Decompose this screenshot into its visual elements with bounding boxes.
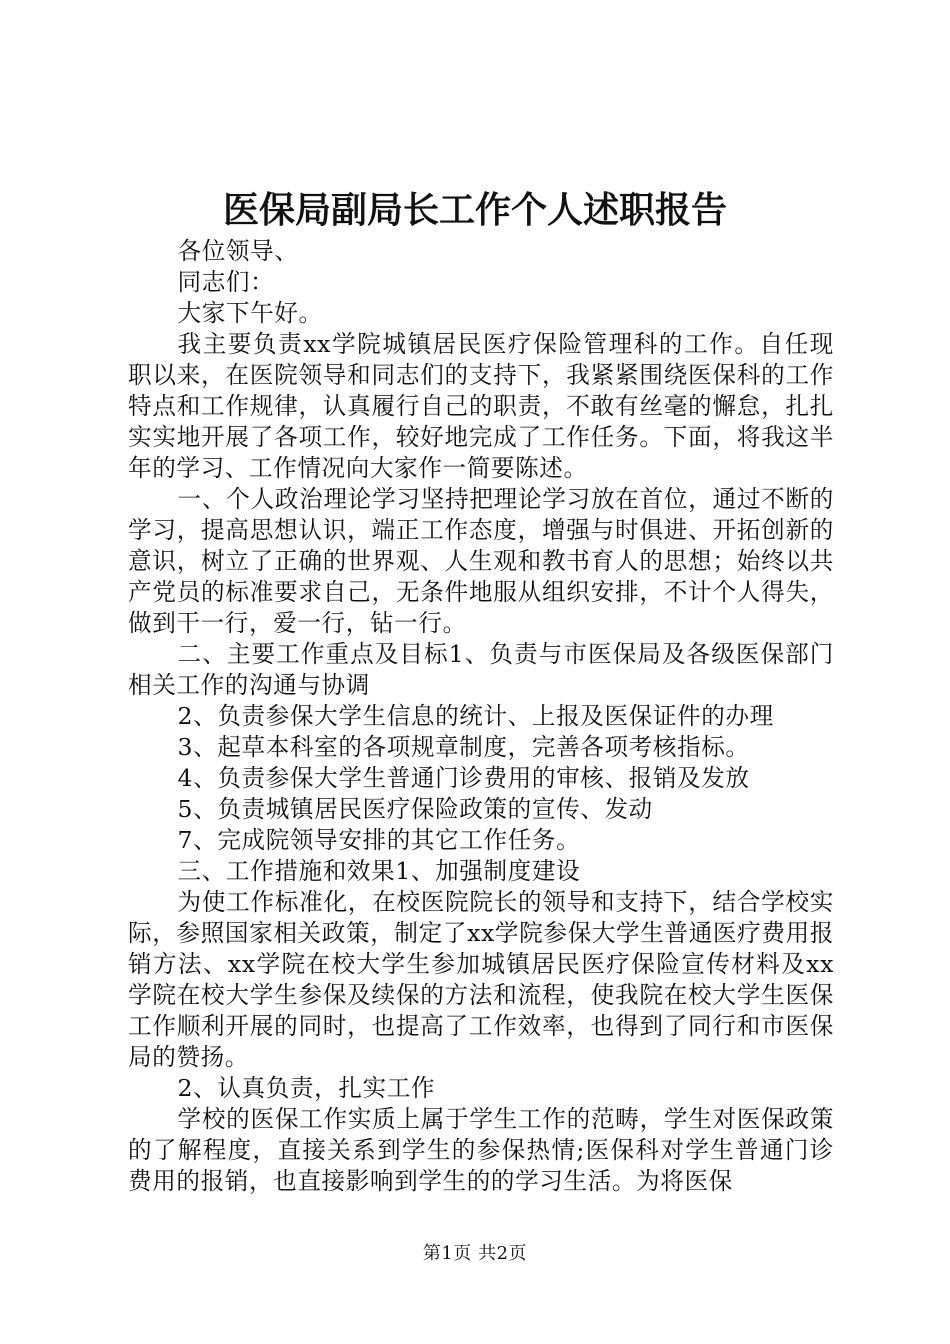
paragraph-student-work: 学校的医保工作实质上属于学生工作的范畴，学生对医保政策的了解程度，直接关系到学生的参保热情;医保科对学生普通门诊费用的报销，也直接影响到学生的的学习生活。为将医保: [128, 1105, 834, 1195]
paragraph-greeting-afternoon: 大家下午好。: [177, 299, 323, 327]
paragraph-duty-2: 2、负责参保大学生信息的统计、上报及医保证件的办理: [177, 702, 774, 730]
paragraph-standardization: 为使工作标准化，在校医院院长的领导和支持下，结合学校实际，参照国家相关政策，制定了xx学院参保大学生普通医疗费用报销方法、xx学院在校大学生参加城镇居民医疗保险宣传材料及xx学院在校大学生参保及续保的方法和流程，使我院在校大学生医保工作顺利开展的同时，也提高了工作效率，也得到了同行和市医保局的赞扬。: [128, 888, 834, 1071]
page-footer: 第1页 共2页: [422, 1243, 528, 1264]
document-body: [128, 236, 834, 1197]
paragraph-duty-5: 5、负责城镇居民医疗保险政策的宣传、发动: [177, 795, 653, 823]
document-title: 医保局副局长工作个人述职报告: [222, 189, 727, 231]
paragraph-political-study: 一、个人政治理论学习坚持把理论学习放在首位，通过不断的学习，提高思想认识，端正工作态度，增强与时俱进、开拓创新的意识，树立了正确的世界观、人生观和教书育人的思想；始终以共产党员的标准要求自己，无条件地服从组织安排，不计个人得失，做到干一行，爱一行，钻一行。: [128, 485, 834, 637]
paragraph-key-work-heading: 二、主要工作重点及目标1、负责与市医保局及各级医保部门相关工作的沟通与协调: [128, 640, 834, 699]
paragraph-duty-7: 7、完成院领导安排的其它工作任务。: [177, 826, 581, 854]
paragraph-duty-3: 3、起草本科室的各项规章制度，完善各项考核指标。: [177, 733, 750, 761]
paragraph-greeting-comrades: 同志们：: [177, 268, 275, 296]
paragraph-measures-heading: 三、工作措施和效果1、加强制度建设: [177, 857, 581, 885]
paragraph-responsible-heading: 2、认真负责，扎实工作: [177, 1074, 436, 1102]
paragraph-duty-4: 4、负责参保大学生普通门诊费用的审核、报销及发放: [177, 764, 750, 792]
paragraph-greeting-leaders: 各位领导、: [177, 237, 299, 265]
paragraph-introduction: 我主要负责xx学院城镇居民医疗保险管理科的工作。自任现职以来，在医院领导和同志们的支持下，我紧紧围绕医保科的工作特点和工作规律，认真履行自己的职责，不敢有丝毫的懈怠，扎扎实实地开展了各项工作，较好地完成了工作任务。下面，将我这半年的学习、工作情况向大家作一简要陈述。: [128, 330, 834, 482]
